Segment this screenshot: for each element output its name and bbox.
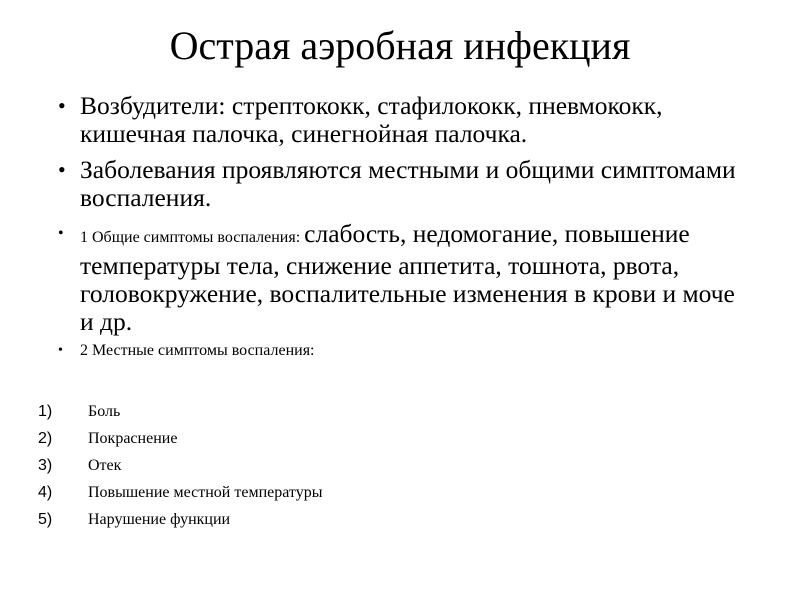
bullet-marker: • — [58, 225, 64, 242]
bullet-marker: • — [58, 343, 63, 358]
item-number: 1) — [38, 403, 53, 420]
item-number: 5) — [38, 511, 53, 528]
bullet-item — [48, 156, 748, 212]
item-number: 2) — [38, 430, 53, 447]
numbered-item — [38, 455, 738, 482]
numbered-item — [38, 401, 738, 428]
slide-title: Острая аэробная инфекция — [169, 23, 631, 68]
item-text: Повышение местной температуры — [88, 484, 323, 501]
bullet-item — [48, 92, 748, 148]
item-text: Отек — [88, 457, 122, 474]
bullet-item — [48, 220, 748, 336]
item-text: Боль — [88, 403, 121, 420]
bullet-marker: • — [58, 93, 66, 118]
numbered-item — [38, 482, 738, 509]
item-text: Покраснение — [88, 430, 178, 447]
numbered-item — [38, 509, 738, 536]
item-text: Нарушение функции — [88, 511, 231, 528]
numbered-list — [38, 401, 738, 536]
bullet-item — [48, 340, 748, 362]
item-number: 3) — [38, 457, 53, 474]
bullet-list — [48, 92, 748, 362]
bullet-text: Заболевания проявляются местными и общими симптомами воспаления. — [80, 155, 736, 212]
bullet-lead-text: 1 Общие симптомы воспаления: — [80, 229, 305, 246]
bullet-text: 2 Местные симптомы воспаления: — [80, 342, 315, 359]
bullet-text: слабость, недомогание, повышение температуры тела, снижение аппетита, тошнота, рвота, головокружение, воспалительные изменения в крови и моче и др. — [80, 219, 735, 336]
bullet-text: Возбудители: стрептококк, стафилококк, пневмококк, кишечная палочка, синегнойная палочка. — [80, 91, 663, 148]
numbered-item — [38, 428, 738, 455]
bullet-marker: • — [58, 157, 66, 182]
item-number: 4) — [38, 484, 53, 501]
